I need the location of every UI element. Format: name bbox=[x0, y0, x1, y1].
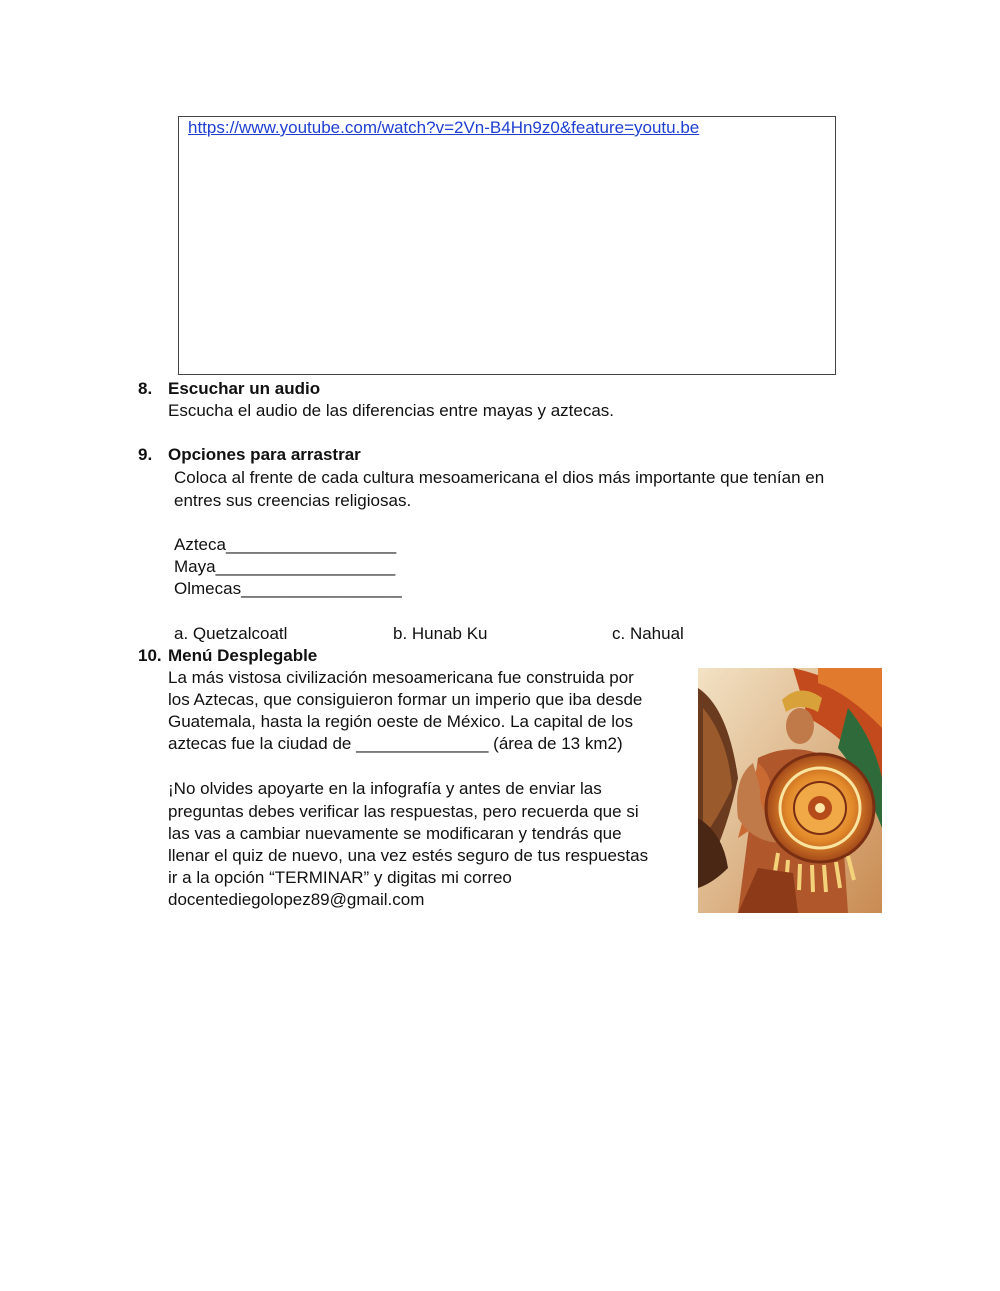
q10-paragraph1-line2: los Aztecas, que consiguieron formar un imperio que iba desde bbox=[168, 690, 643, 709]
blank-azteca[interactable]: Azteca__________________ bbox=[174, 535, 397, 554]
option-b-hunab-ku[interactable]: b. Hunab Ku bbox=[393, 624, 488, 643]
option-a-quetzalcoatl[interactable]: a. Quetzalcoatl bbox=[174, 624, 288, 643]
video-embed-box bbox=[178, 116, 836, 375]
q10-paragraph2-email: docentediegolopez89@gmail.com bbox=[168, 890, 425, 909]
q10-number: 10. bbox=[138, 646, 162, 665]
q10-paragraph1-line1: La más vistosa civilización mesoamericana fue construida por bbox=[168, 668, 634, 687]
q8-number: 8. bbox=[138, 379, 153, 398]
q10-paragraph2-line4: llenar el quiz de nuevo, una vez estés seguro de tus respuestas bbox=[168, 846, 649, 865]
q10-paragraph1-line4[interactable]: aztecas fue la ciudad de ______________ (área de 13 km2) bbox=[168, 734, 623, 753]
blank-olmecas[interactable]: Olmecas_________________ bbox=[174, 579, 402, 598]
q10-title: Menú Desplegable bbox=[168, 646, 318, 665]
q10-paragraph2-line1: ¡No olvides apoyarte en la infografía y antes de enviar las bbox=[168, 779, 602, 798]
youtube-link[interactable]: https://www.youtube.com/watch?v=2Vn-B4Hn9z0&feature=youtu.be bbox=[188, 118, 700, 137]
aztec-warrior-image bbox=[698, 668, 882, 913]
q10-paragraph1-line3: Guatemala, hasta la región oeste de México. La capital de los bbox=[168, 712, 633, 731]
q9-text-line1: Coloca al frente de cada cultura mesoamericana el dios más importante que tenían en bbox=[174, 468, 825, 487]
q10-paragraph2-line2: preguntas debes verificar las respuestas, pero recuerda que si bbox=[168, 802, 639, 821]
blank-maya[interactable]: Maya___________________ bbox=[174, 557, 396, 576]
q9-title: Opciones para arrastrar bbox=[168, 445, 361, 464]
q8-text: Escucha el audio de las diferencias entre mayas y aztecas. bbox=[168, 401, 615, 420]
q9-number: 9. bbox=[138, 445, 153, 464]
q8-title: Escuchar un audio bbox=[168, 379, 321, 398]
option-c-nahual[interactable]: c. Nahual bbox=[612, 624, 684, 643]
q10-paragraph2-line3: las vas a cambiar nuevamente se modificaran y tendrás que bbox=[168, 824, 622, 843]
q10-paragraph2-line5: ir a la opción “TERMINAR” y digitas mi correo bbox=[168, 868, 512, 887]
q9-text-line2: entres sus creencias religiosas. bbox=[174, 491, 412, 510]
